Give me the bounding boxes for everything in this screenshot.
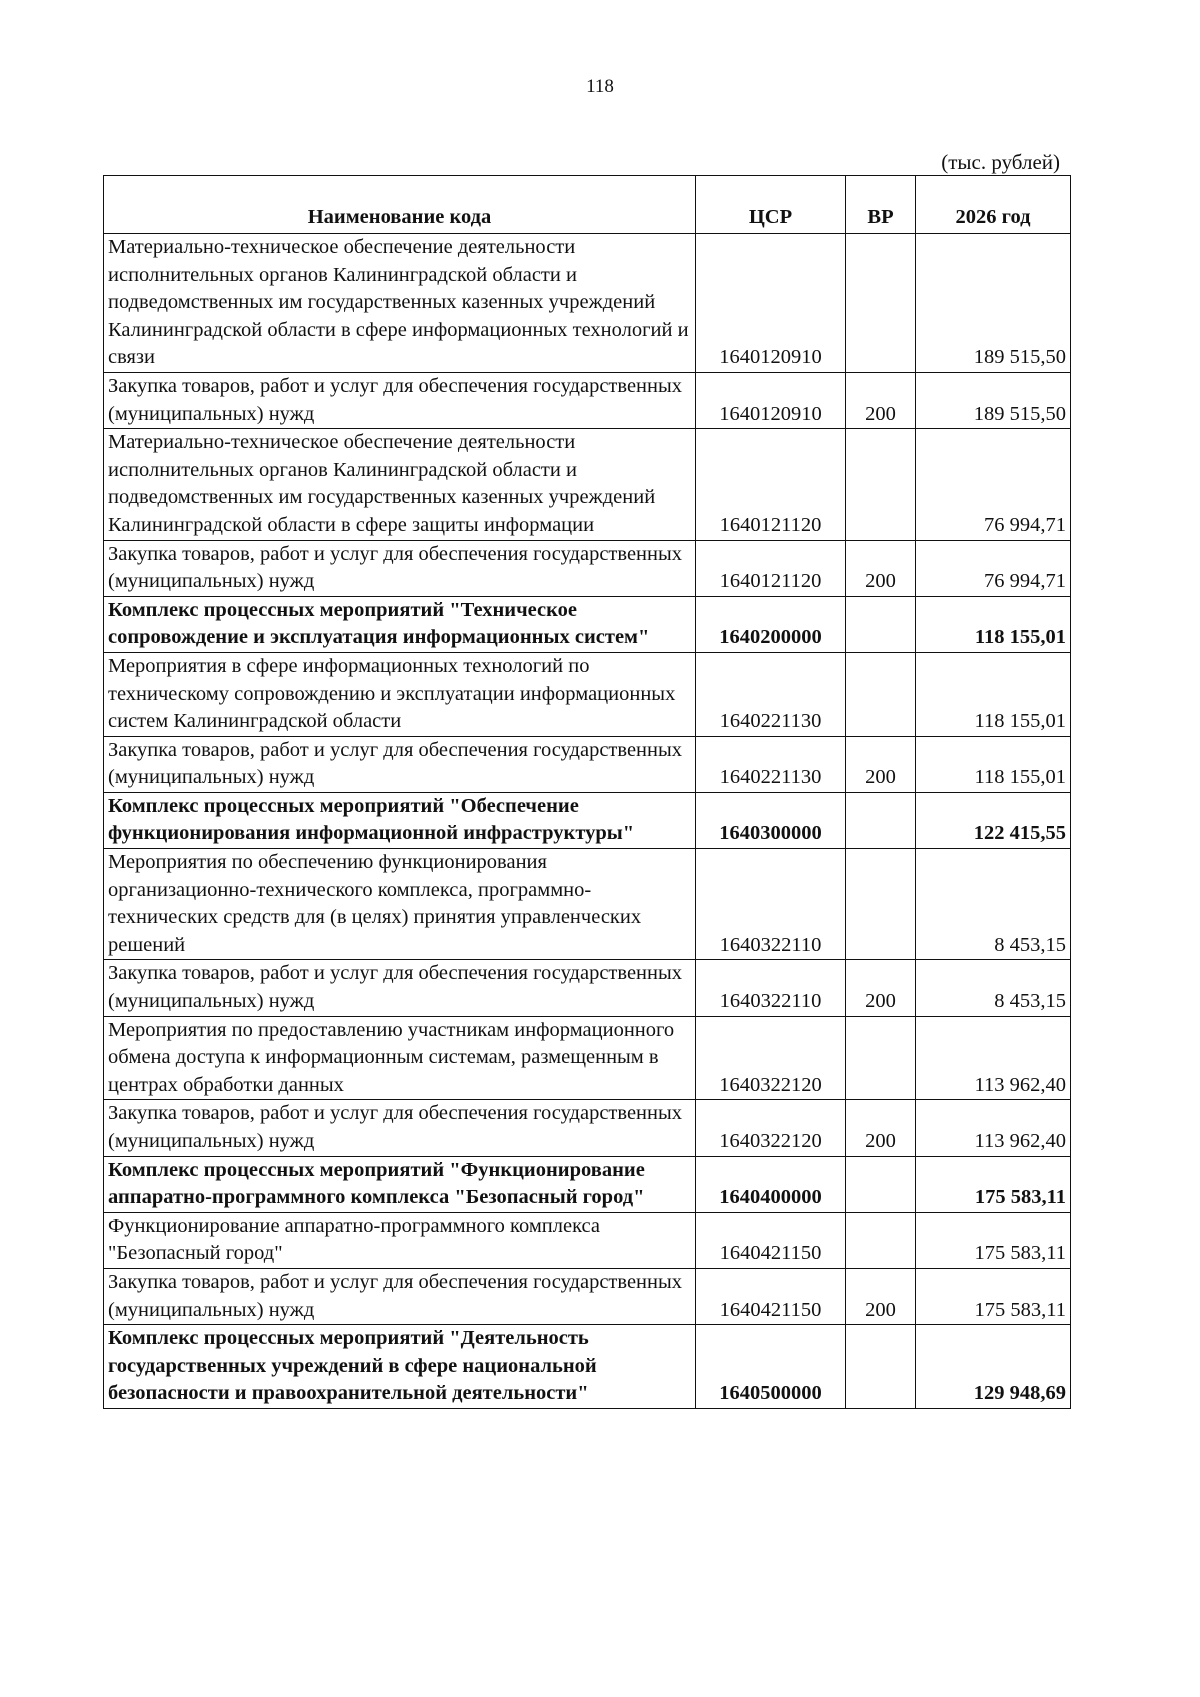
cell-vr: 200 — [846, 736, 916, 792]
cell-csr: 1640421150 — [696, 1268, 846, 1324]
cell-name: Закупка товаров, работ и услуг для обеспечения государственных (муниципальных) нужд — [104, 736, 696, 792]
table-row — [104, 849, 1071, 960]
header-name: Наименование кода — [104, 176, 696, 234]
cell-amount: 122 415,55 — [916, 792, 1071, 848]
cell-vr: 200 — [846, 1268, 916, 1324]
cell-amount: 189 515,50 — [916, 234, 1071, 373]
header-vr: ВР — [846, 176, 916, 234]
cell-vr — [846, 234, 916, 373]
cell-vr — [846, 1212, 916, 1268]
cell-vr — [846, 429, 916, 540]
cell-name: Закупка товаров, работ и услуг для обеспечения государственных (муниципальных) нужд — [104, 960, 696, 1016]
header-amount: 2026 год — [916, 176, 1071, 234]
table-header-row — [104, 176, 1071, 234]
table-row — [104, 540, 1071, 596]
cell-amount: 175 583,11 — [916, 1212, 1071, 1268]
cell-name: Комплекс процессных мероприятий "Деятельность государственных учреждений в сфере национальной безопасности и правоохранительной деятельности" — [104, 1325, 696, 1409]
cell-vr: 200 — [846, 1100, 916, 1156]
cell-csr: 1640322120 — [696, 1100, 846, 1156]
cell-vr — [846, 849, 916, 960]
cell-amount: 113 962,40 — [916, 1100, 1071, 1156]
page-number: 118 — [586, 76, 614, 97]
table-row — [104, 1212, 1071, 1268]
table-row — [104, 1100, 1071, 1156]
cell-name: Закупка товаров, работ и услуг для обеспечения государственных (муниципальных) нужд — [104, 1268, 696, 1324]
cell-csr: 1640322110 — [696, 849, 846, 960]
table-row — [104, 1268, 1071, 1324]
cell-csr: 1640322110 — [696, 960, 846, 1016]
cell-csr: 1640400000 — [696, 1156, 846, 1212]
units-label: (тыс. рублей) — [941, 150, 1060, 174]
cell-csr: 1640322120 — [696, 1016, 846, 1100]
cell-name: Закупка товаров, работ и услуг для обеспечения государственных (муниципальных) нужд — [104, 1100, 696, 1156]
cell-vr — [846, 652, 916, 736]
cell-amount: 76 994,71 — [916, 429, 1071, 540]
cell-amount: 175 583,11 — [916, 1156, 1071, 1212]
table-row — [104, 1156, 1071, 1212]
table-row — [104, 234, 1071, 373]
table-row — [104, 652, 1071, 736]
table-row — [104, 429, 1071, 540]
cell-amount: 113 962,40 — [916, 1016, 1071, 1100]
cell-name: Закупка товаров, работ и услуг для обеспечения государственных (муниципальных) нужд — [104, 372, 696, 428]
cell-vr — [846, 596, 916, 652]
cell-amount: 129 948,69 — [916, 1325, 1071, 1409]
cell-name: Функционирование аппаратно-программного комплекса "Безопасный город" — [104, 1212, 696, 1268]
table-row — [104, 372, 1071, 428]
cell-csr: 1640120910 — [696, 234, 846, 373]
header-csr: ЦСР — [696, 176, 846, 234]
cell-amount: 189 515,50 — [916, 372, 1071, 428]
cell-vr — [846, 1016, 916, 1100]
cell-name: Материально-техническое обеспечение деятельности исполнительных органов Калининградской области и подведомственных им государственных казенных учреждений Калининградской области в сфере информационных технологий и связи — [104, 234, 696, 373]
table-row — [104, 596, 1071, 652]
cell-csr: 1640421150 — [696, 1212, 846, 1268]
cell-name: Мероприятия по обеспечению функционирования организационно-технического комплекса, программно-технических средств для (в целях) принятия управленческих решений — [104, 849, 696, 960]
cell-csr: 1640221130 — [696, 736, 846, 792]
cell-amount: 118 155,01 — [916, 736, 1071, 792]
table-row — [104, 792, 1071, 848]
cell-csr: 1640500000 — [696, 1325, 846, 1409]
table-row — [104, 960, 1071, 1016]
cell-vr: 200 — [846, 540, 916, 596]
table-row — [104, 1325, 1071, 1409]
cell-name: Закупка товаров, работ и услуг для обеспечения государственных (муниципальных) нужд — [104, 540, 696, 596]
cell-csr: 1640121120 — [696, 540, 846, 596]
cell-name: Комплекс процессных мероприятий "Функционирование аппаратно-программного комплекса "Безопасный город" — [104, 1156, 696, 1212]
cell-name: Мероприятия по предоставлению участникам информационного обмена доступа к информационным системам, размещенным в центрах обработки данных — [104, 1016, 696, 1100]
cell-amount: 175 583,11 — [916, 1268, 1071, 1324]
cell-vr: 200 — [846, 372, 916, 428]
cell-amount: 118 155,01 — [916, 652, 1071, 736]
cell-csr: 1640300000 — [696, 792, 846, 848]
cell-amount: 76 994,71 — [916, 540, 1071, 596]
table-row — [104, 736, 1071, 792]
cell-vr — [846, 792, 916, 848]
cell-csr: 1640200000 — [696, 596, 846, 652]
cell-vr — [846, 1325, 916, 1409]
cell-amount: 118 155,01 — [916, 596, 1071, 652]
cell-csr: 1640221130 — [696, 652, 846, 736]
cell-vr: 200 — [846, 960, 916, 1016]
cell-name: Комплекс процессных мероприятий "Техническое сопровождение и эксплуатация информационных систем" — [104, 596, 696, 652]
cell-csr: 1640121120 — [696, 429, 846, 540]
cell-amount: 8 453,15 — [916, 849, 1071, 960]
budget-table — [103, 175, 1071, 1409]
cell-amount: 8 453,15 — [916, 960, 1071, 1016]
cell-name: Комплекс процессных мероприятий "Обеспечение функционирования информационной инфраструктуры" — [104, 792, 696, 848]
table-row — [104, 1016, 1071, 1100]
cell-name: Мероприятия в сфере информационных технологий по техническому сопровождению и эксплуатации информационных систем Калининградской области — [104, 652, 696, 736]
cell-vr — [846, 1156, 916, 1212]
cell-name: Материально-техническое обеспечение деятельности исполнительных органов Калининградской области и подведомственных им государственных казенных учреждений Калининградской области в сфере защиты информации — [104, 429, 696, 540]
cell-csr: 1640120910 — [696, 372, 846, 428]
